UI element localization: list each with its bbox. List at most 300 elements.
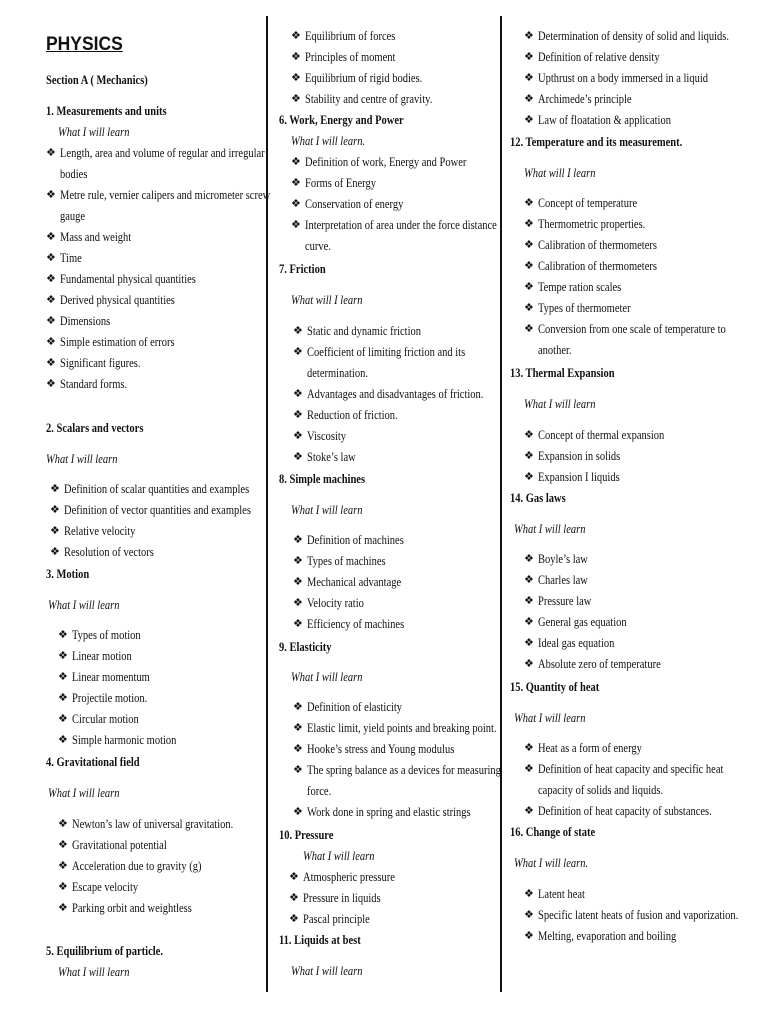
list-item: [524, 801, 730, 822]
list-item: [50, 521, 258, 542]
list-item-text: Expansion I liquids: [538, 470, 620, 484]
what-i-will-learn-label: What I will learn: [48, 786, 120, 800]
four-petal-diamond-icon: ❖: [291, 156, 301, 168]
list-item-text: Forms of Energy: [305, 176, 376, 190]
list-item-text: Archimede’s principle: [538, 92, 632, 106]
list-item-text: Elastic limit, yield points and breaking point.: [307, 721, 497, 735]
section-heading-text: Section A ( Mechanics): [46, 73, 148, 87]
four-petal-diamond-icon: ❖: [293, 806, 303, 818]
topic-list: [279, 152, 497, 257]
list-item-text: Ideal gas equation: [538, 636, 615, 650]
four-petal-diamond-icon: ❖: [524, 114, 534, 126]
section-heading: [279, 637, 491, 658]
what-i-will-learn-label: What I will learn: [303, 849, 375, 863]
four-petal-diamond-icon: ❖: [293, 722, 303, 734]
section-heading-text: 10. Pressure: [279, 828, 334, 842]
subheading: [510, 163, 730, 184]
list-item: [293, 321, 491, 342]
list-item: [524, 193, 730, 214]
list-item-text: Definition of heat capacity and specific heat: [538, 762, 724, 776]
list-item-text: capacity of solids and liquids.: [538, 783, 664, 797]
list-item-text: Simple harmonic motion: [72, 733, 177, 747]
list-item-text: Definition of machines: [307, 533, 404, 547]
section-heading-text: 7. Friction: [279, 262, 326, 276]
list-item-text: Hooke’s stress and Young modulus: [307, 742, 455, 756]
list-item-text: Definition of work, Energy and Power: [305, 155, 467, 169]
list-item: [291, 26, 491, 47]
list-item-text: Calibration of thermometers: [538, 259, 657, 273]
list-item-text: Time: [60, 251, 82, 265]
subheading: [510, 853, 730, 874]
section-heading-text: 15. Quantity of heat: [510, 680, 600, 694]
topic-list: [46, 625, 258, 751]
list-item: [46, 374, 258, 395]
list-item: [46, 332, 258, 353]
column-divider: [500, 16, 502, 992]
list-item-text: Significant figures.: [60, 356, 141, 370]
topic-list: [510, 884, 739, 947]
four-petal-diamond-icon: ❖: [50, 546, 60, 558]
list-item: [293, 530, 491, 551]
list-item: [524, 612, 730, 633]
list-item-text: Charles law: [538, 573, 588, 587]
topic-list: [279, 697, 501, 823]
list-item-text: Law of floatation & application: [538, 113, 671, 127]
list-item: [58, 709, 258, 730]
list-item: [293, 384, 491, 405]
four-petal-diamond-icon: ❖: [46, 252, 56, 264]
list-item: [291, 89, 491, 110]
list-item-text: Fundamental physical quantities: [60, 272, 196, 286]
list-item-text: Velocity ratio: [307, 596, 364, 610]
four-petal-diamond-icon: ❖: [58, 629, 68, 641]
section-heading-text: 11. Liquids at best: [279, 933, 361, 947]
list-item: [293, 614, 491, 635]
four-petal-diamond-icon: ❖: [291, 219, 301, 231]
list-item-text: Definition of vector quantities and examples: [64, 503, 251, 517]
list-item: [46, 353, 258, 374]
list-item: [524, 277, 730, 298]
topic-list: [510, 26, 730, 131]
four-petal-diamond-icon: ❖: [58, 818, 68, 830]
list-item-text: Dimensions: [60, 314, 111, 328]
what-i-will-learn-label: What I will learn.: [514, 856, 589, 870]
list-item: [46, 143, 265, 185]
four-petal-diamond-icon: ❖: [524, 888, 534, 900]
subheading: [510, 394, 730, 415]
list-item: [289, 909, 491, 930]
what-i-will-learn-label: What I will learn: [524, 397, 596, 411]
list-item: [524, 110, 730, 131]
list-item-text: Mechanical advantage: [307, 575, 402, 589]
list-item-text: Conservation of energy: [305, 197, 404, 211]
section-heading: [46, 101, 258, 122]
list-item: [293, 760, 501, 802]
list-item: [524, 89, 730, 110]
list-item: [293, 739, 491, 760]
topic-list: [510, 425, 730, 488]
list-item-text: Escape velocity: [72, 880, 139, 894]
list-item-text: Acceleration due to gravity (g): [72, 859, 202, 873]
topic-list: [279, 321, 491, 468]
list-item-text: Definition of heat capacity of substances.: [538, 804, 712, 818]
list-item: [524, 298, 730, 319]
list-item-text: Specific latent heats of fusion and vaporization.: [538, 908, 739, 922]
list-item-text: Relative velocity: [64, 524, 136, 538]
four-petal-diamond-icon: ❖: [291, 72, 301, 84]
four-petal-diamond-icon: ❖: [58, 692, 68, 704]
list-item-text: Equilibrium of forces: [305, 29, 396, 43]
what-i-will-learn-label: What I will learn: [514, 711, 586, 725]
list-item: [58, 730, 258, 751]
four-petal-diamond-icon: ❖: [291, 93, 301, 105]
list-item-text: Work done in spring and elastic strings: [307, 805, 471, 819]
four-petal-diamond-icon: ❖: [524, 471, 534, 483]
four-petal-diamond-icon: ❖: [524, 281, 534, 293]
four-petal-diamond-icon: ❖: [291, 30, 301, 42]
list-item-text: Concept of temperature: [538, 196, 638, 210]
four-petal-diamond-icon: ❖: [524, 239, 534, 251]
list-item-text: Principles of moment: [305, 50, 396, 64]
what-i-will-learn-label: What I will learn: [46, 452, 118, 466]
page-title: PHYSICS: [46, 34, 123, 55]
list-item-text: Heat as a form of energy: [538, 741, 642, 755]
list-item: [293, 572, 491, 593]
what-i-will-learn-label: What I will learn: [291, 964, 363, 978]
section-heading: [279, 469, 491, 490]
four-petal-diamond-icon: ❖: [524, 637, 534, 649]
section-heading: [510, 488, 730, 509]
what-i-will-learn-label: What I will learn: [291, 670, 363, 684]
list-item: [58, 856, 258, 877]
list-item: [524, 884, 730, 905]
topic-list: [46, 143, 271, 395]
section-heading-text: 8. Simple machines: [279, 472, 366, 486]
list-item-text: Latent heat: [538, 887, 585, 901]
list-item: [524, 214, 730, 235]
list-item: [46, 290, 258, 311]
list-item-text: gauge: [60, 209, 86, 223]
four-petal-diamond-icon: ❖: [524, 574, 534, 586]
four-petal-diamond-icon: ❖: [289, 871, 299, 883]
four-petal-diamond-icon: ❖: [46, 231, 56, 243]
section-heading-text: 9. Elasticity: [279, 640, 332, 654]
list-item-text: Standard forms.: [60, 377, 128, 391]
list-item: [289, 867, 491, 888]
list-item: [46, 269, 258, 290]
list-item: [524, 47, 730, 68]
four-petal-diamond-icon: ❖: [58, 902, 68, 914]
four-petal-diamond-icon: ❖: [524, 30, 534, 42]
four-petal-diamond-icon: ❖: [524, 260, 534, 272]
list-item: [58, 814, 258, 835]
list-item-text: determination.: [307, 366, 368, 380]
four-petal-diamond-icon: ❖: [293, 325, 303, 337]
list-item: [58, 835, 258, 856]
subheading: [510, 519, 730, 540]
subheading: [279, 500, 491, 521]
list-item-text: Definition of elasticity: [307, 700, 403, 714]
subheading: [279, 290, 491, 311]
topic-list: [510, 738, 730, 822]
list-item: [293, 697, 491, 718]
four-petal-diamond-icon: ❖: [58, 734, 68, 746]
four-petal-diamond-icon: ❖: [524, 553, 534, 565]
section-heading: [510, 822, 730, 843]
subheading: [279, 846, 491, 867]
four-petal-diamond-icon: ❖: [58, 713, 68, 725]
list-item-text: Atmospheric pressure: [303, 870, 395, 884]
section-heading-text: 16. Change of state: [510, 825, 596, 839]
topic-list: [46, 814, 258, 919]
list-item-text: Metre rule, vernier calipers and micrometer screw: [60, 188, 271, 202]
list-item-text: Advantages and disadvantages of friction.: [307, 387, 484, 401]
subheading: [279, 667, 491, 688]
topic-list: [279, 867, 491, 930]
list-item-text: Pressure in liquids: [303, 891, 381, 905]
four-petal-diamond-icon: ❖: [524, 763, 534, 775]
four-petal-diamond-icon: ❖: [293, 346, 303, 358]
section-heading: [46, 70, 258, 91]
list-item-text: Boyle’s law: [538, 552, 588, 566]
section-heading: [279, 259, 491, 280]
four-petal-diamond-icon: ❖: [46, 315, 56, 327]
section-heading-text: 5. Equilibrium of particle.: [46, 944, 163, 958]
list-item-text: Calibration of thermometers: [538, 238, 657, 252]
four-petal-diamond-icon: ❖: [50, 504, 60, 516]
list-item-text: Parking orbit and weightless: [72, 901, 192, 915]
four-petal-diamond-icon: ❖: [46, 147, 56, 159]
list-item: [50, 479, 258, 500]
list-item-text: Reduction of friction.: [307, 408, 398, 422]
section-heading: [510, 677, 730, 698]
list-item: [291, 173, 491, 194]
section-heading: [46, 941, 258, 962]
list-item: [58, 688, 258, 709]
list-item-text: The spring balance as a devices for measuring: [307, 763, 501, 777]
list-item: [524, 905, 739, 926]
list-item: [524, 235, 730, 256]
list-item-text: Pressure law: [538, 594, 592, 608]
topic-list: [46, 479, 258, 563]
list-item-text: Linear motion: [72, 649, 132, 663]
four-petal-diamond-icon: ❖: [58, 671, 68, 683]
what-i-will-learn-label: What will I learn: [524, 166, 596, 180]
four-petal-diamond-icon: ❖: [46, 273, 56, 285]
four-petal-diamond-icon: ❖: [524, 323, 534, 335]
section-heading: [46, 564, 258, 585]
list-item-text: Expansion in solids: [538, 449, 621, 463]
four-petal-diamond-icon: ❖: [46, 294, 56, 306]
section-heading: [279, 110, 491, 131]
section-heading-text: 6. Work, Energy and Power: [279, 113, 404, 127]
four-petal-diamond-icon: ❖: [58, 860, 68, 872]
four-petal-diamond-icon: ❖: [524, 595, 534, 607]
four-petal-diamond-icon: ❖: [524, 616, 534, 628]
list-item: [524, 256, 730, 277]
topic-list: [510, 193, 730, 361]
list-item-text: Projectile motion.: [72, 691, 148, 705]
subheading: [46, 449, 258, 470]
four-petal-diamond-icon: ❖: [524, 51, 534, 63]
four-petal-diamond-icon: ❖: [58, 881, 68, 893]
list-item-text: Coefficient of limiting friction and its: [307, 345, 466, 359]
list-item-text: Types of machines: [307, 554, 386, 568]
list-item: [524, 68, 730, 89]
four-petal-diamond-icon: ❖: [58, 650, 68, 662]
section-heading: [46, 752, 258, 773]
list-item-text: Static and dynamic friction: [307, 324, 422, 338]
four-petal-diamond-icon: ❖: [293, 388, 303, 400]
four-petal-diamond-icon: ❖: [524, 302, 534, 314]
list-item: [293, 405, 491, 426]
list-item-text: Resolution of vectors: [64, 545, 154, 559]
topic-list: [279, 26, 491, 110]
list-item: [58, 877, 258, 898]
list-item-text: Length, area and volume of regular and irregular: [60, 146, 265, 160]
list-item: [50, 500, 258, 521]
subheading: [279, 961, 491, 982]
list-item-text: General gas equation: [538, 615, 627, 629]
four-petal-diamond-icon: ❖: [46, 189, 56, 201]
four-petal-diamond-icon: ❖: [289, 913, 299, 925]
four-petal-diamond-icon: ❖: [46, 336, 56, 348]
list-item-text: Melting, evaporation and boiling: [538, 929, 677, 943]
what-i-will-learn-label: What I will learn: [291, 503, 363, 517]
four-petal-diamond-icon: ❖: [524, 805, 534, 817]
subheading: [46, 783, 258, 804]
list-item: [524, 633, 730, 654]
list-item-text: Stability and centre of gravity.: [305, 92, 433, 106]
four-petal-diamond-icon: ❖: [46, 378, 56, 390]
four-petal-diamond-icon: ❖: [291, 51, 301, 63]
four-petal-diamond-icon: ❖: [289, 892, 299, 904]
topic-list: [510, 549, 730, 675]
list-item: [291, 194, 491, 215]
four-petal-diamond-icon: ❖: [293, 597, 303, 609]
list-item-text: Definition of scalar quantities and examples: [64, 482, 250, 496]
four-petal-diamond-icon: ❖: [58, 839, 68, 851]
four-petal-diamond-icon: ❖: [293, 764, 303, 776]
subheading: [46, 962, 258, 983]
section-heading-text: 12. Temperature and its measurement.: [510, 135, 683, 149]
section-heading: [510, 132, 730, 153]
list-item-text: Pascal principle: [303, 912, 370, 926]
what-i-will-learn-label: What I will learn.: [291, 134, 366, 148]
list-item-text: Types of motion: [72, 628, 141, 642]
list-item-text: Concept of thermal expansion: [538, 428, 665, 442]
four-petal-diamond-icon: ❖: [524, 218, 534, 230]
list-item: [524, 26, 730, 47]
list-item: [291, 68, 491, 89]
list-item: [524, 591, 730, 612]
section-heading-text: 2. Scalars and vectors: [46, 421, 144, 435]
four-petal-diamond-icon: ❖: [524, 429, 534, 441]
four-petal-diamond-icon: ❖: [293, 409, 303, 421]
list-item-text: Mass and weight: [60, 230, 132, 244]
list-item: [293, 718, 497, 739]
list-item-text: Conversion from one scale of temperature to: [538, 322, 726, 336]
four-petal-diamond-icon: ❖: [50, 525, 60, 537]
section-heading: [279, 825, 491, 846]
list-item-text: Linear momentum: [72, 670, 150, 684]
list-item-text: Thermometric properties.: [538, 217, 646, 231]
list-item-text: Derived physical quantities: [60, 293, 175, 307]
list-item: [46, 185, 271, 227]
list-item-text: curve.: [305, 239, 331, 253]
list-item: [46, 311, 258, 332]
list-item-text: Equilibrium of rigid bodies.: [305, 71, 423, 85]
section-heading: [46, 418, 258, 439]
list-item: [524, 738, 730, 759]
list-item: [46, 227, 258, 248]
subheading: [279, 131, 491, 152]
four-petal-diamond-icon: ❖: [293, 430, 303, 442]
list-item: [291, 152, 491, 173]
list-item-text: Stoke’s law: [307, 450, 356, 464]
list-item-text: Simple estimation of errors: [60, 335, 175, 349]
what-i-will-learn-label: What I will learn: [514, 522, 586, 536]
list-item: [58, 646, 258, 667]
what-i-will-learn-label: What I will learn: [58, 125, 130, 139]
four-petal-diamond-icon: ❖: [293, 451, 303, 463]
list-item: [524, 926, 730, 947]
list-item: [524, 570, 730, 591]
list-item: [293, 447, 491, 468]
list-item: [58, 625, 258, 646]
four-petal-diamond-icon: ❖: [524, 742, 534, 754]
list-item: [50, 542, 258, 563]
list-item: [58, 667, 258, 688]
four-petal-diamond-icon: ❖: [293, 618, 303, 630]
list-item-text: Viscosity: [307, 429, 347, 443]
four-petal-diamond-icon: ❖: [293, 576, 303, 588]
list-item-text: Determination of density of solid and liquids.: [538, 29, 730, 43]
list-item-text: Newton’s law of universal gravitation.: [72, 817, 234, 831]
list-item: [524, 446, 730, 467]
list-item: [524, 425, 730, 446]
list-item-text: bodies: [60, 167, 88, 181]
list-item: [293, 551, 491, 572]
four-petal-diamond-icon: ❖: [524, 658, 534, 670]
topic-list: [279, 530, 491, 635]
list-item-text: Interpretation of area under the force distance: [305, 218, 497, 232]
four-petal-diamond-icon: ❖: [293, 555, 303, 567]
list-item: [524, 549, 730, 570]
list-item: [58, 898, 258, 919]
four-petal-diamond-icon: ❖: [524, 93, 534, 105]
list-item-text: Types of thermometer: [538, 301, 631, 315]
subheading: [46, 122, 258, 143]
list-item-text: Tempe ration scales: [538, 280, 622, 294]
four-petal-diamond-icon: ❖: [50, 483, 60, 495]
four-petal-diamond-icon: ❖: [524, 72, 534, 84]
what-i-will-learn-label: What I will learn: [58, 965, 130, 979]
four-petal-diamond-icon: ❖: [46, 357, 56, 369]
section-heading-text: 3. Motion: [46, 567, 90, 581]
column-divider: [266, 16, 268, 992]
list-item-text: Efficiency of machines: [307, 617, 405, 631]
list-item-text: Absolute zero of temperature: [538, 657, 661, 671]
list-item: [293, 426, 491, 447]
list-item: [291, 215, 497, 257]
four-petal-diamond-icon: ❖: [293, 534, 303, 546]
subheading: [46, 595, 258, 616]
list-item-text: Gravitational potential: [72, 838, 167, 852]
list-item-text: force.: [307, 784, 332, 798]
list-item: [46, 248, 258, 269]
list-item: [289, 888, 491, 909]
